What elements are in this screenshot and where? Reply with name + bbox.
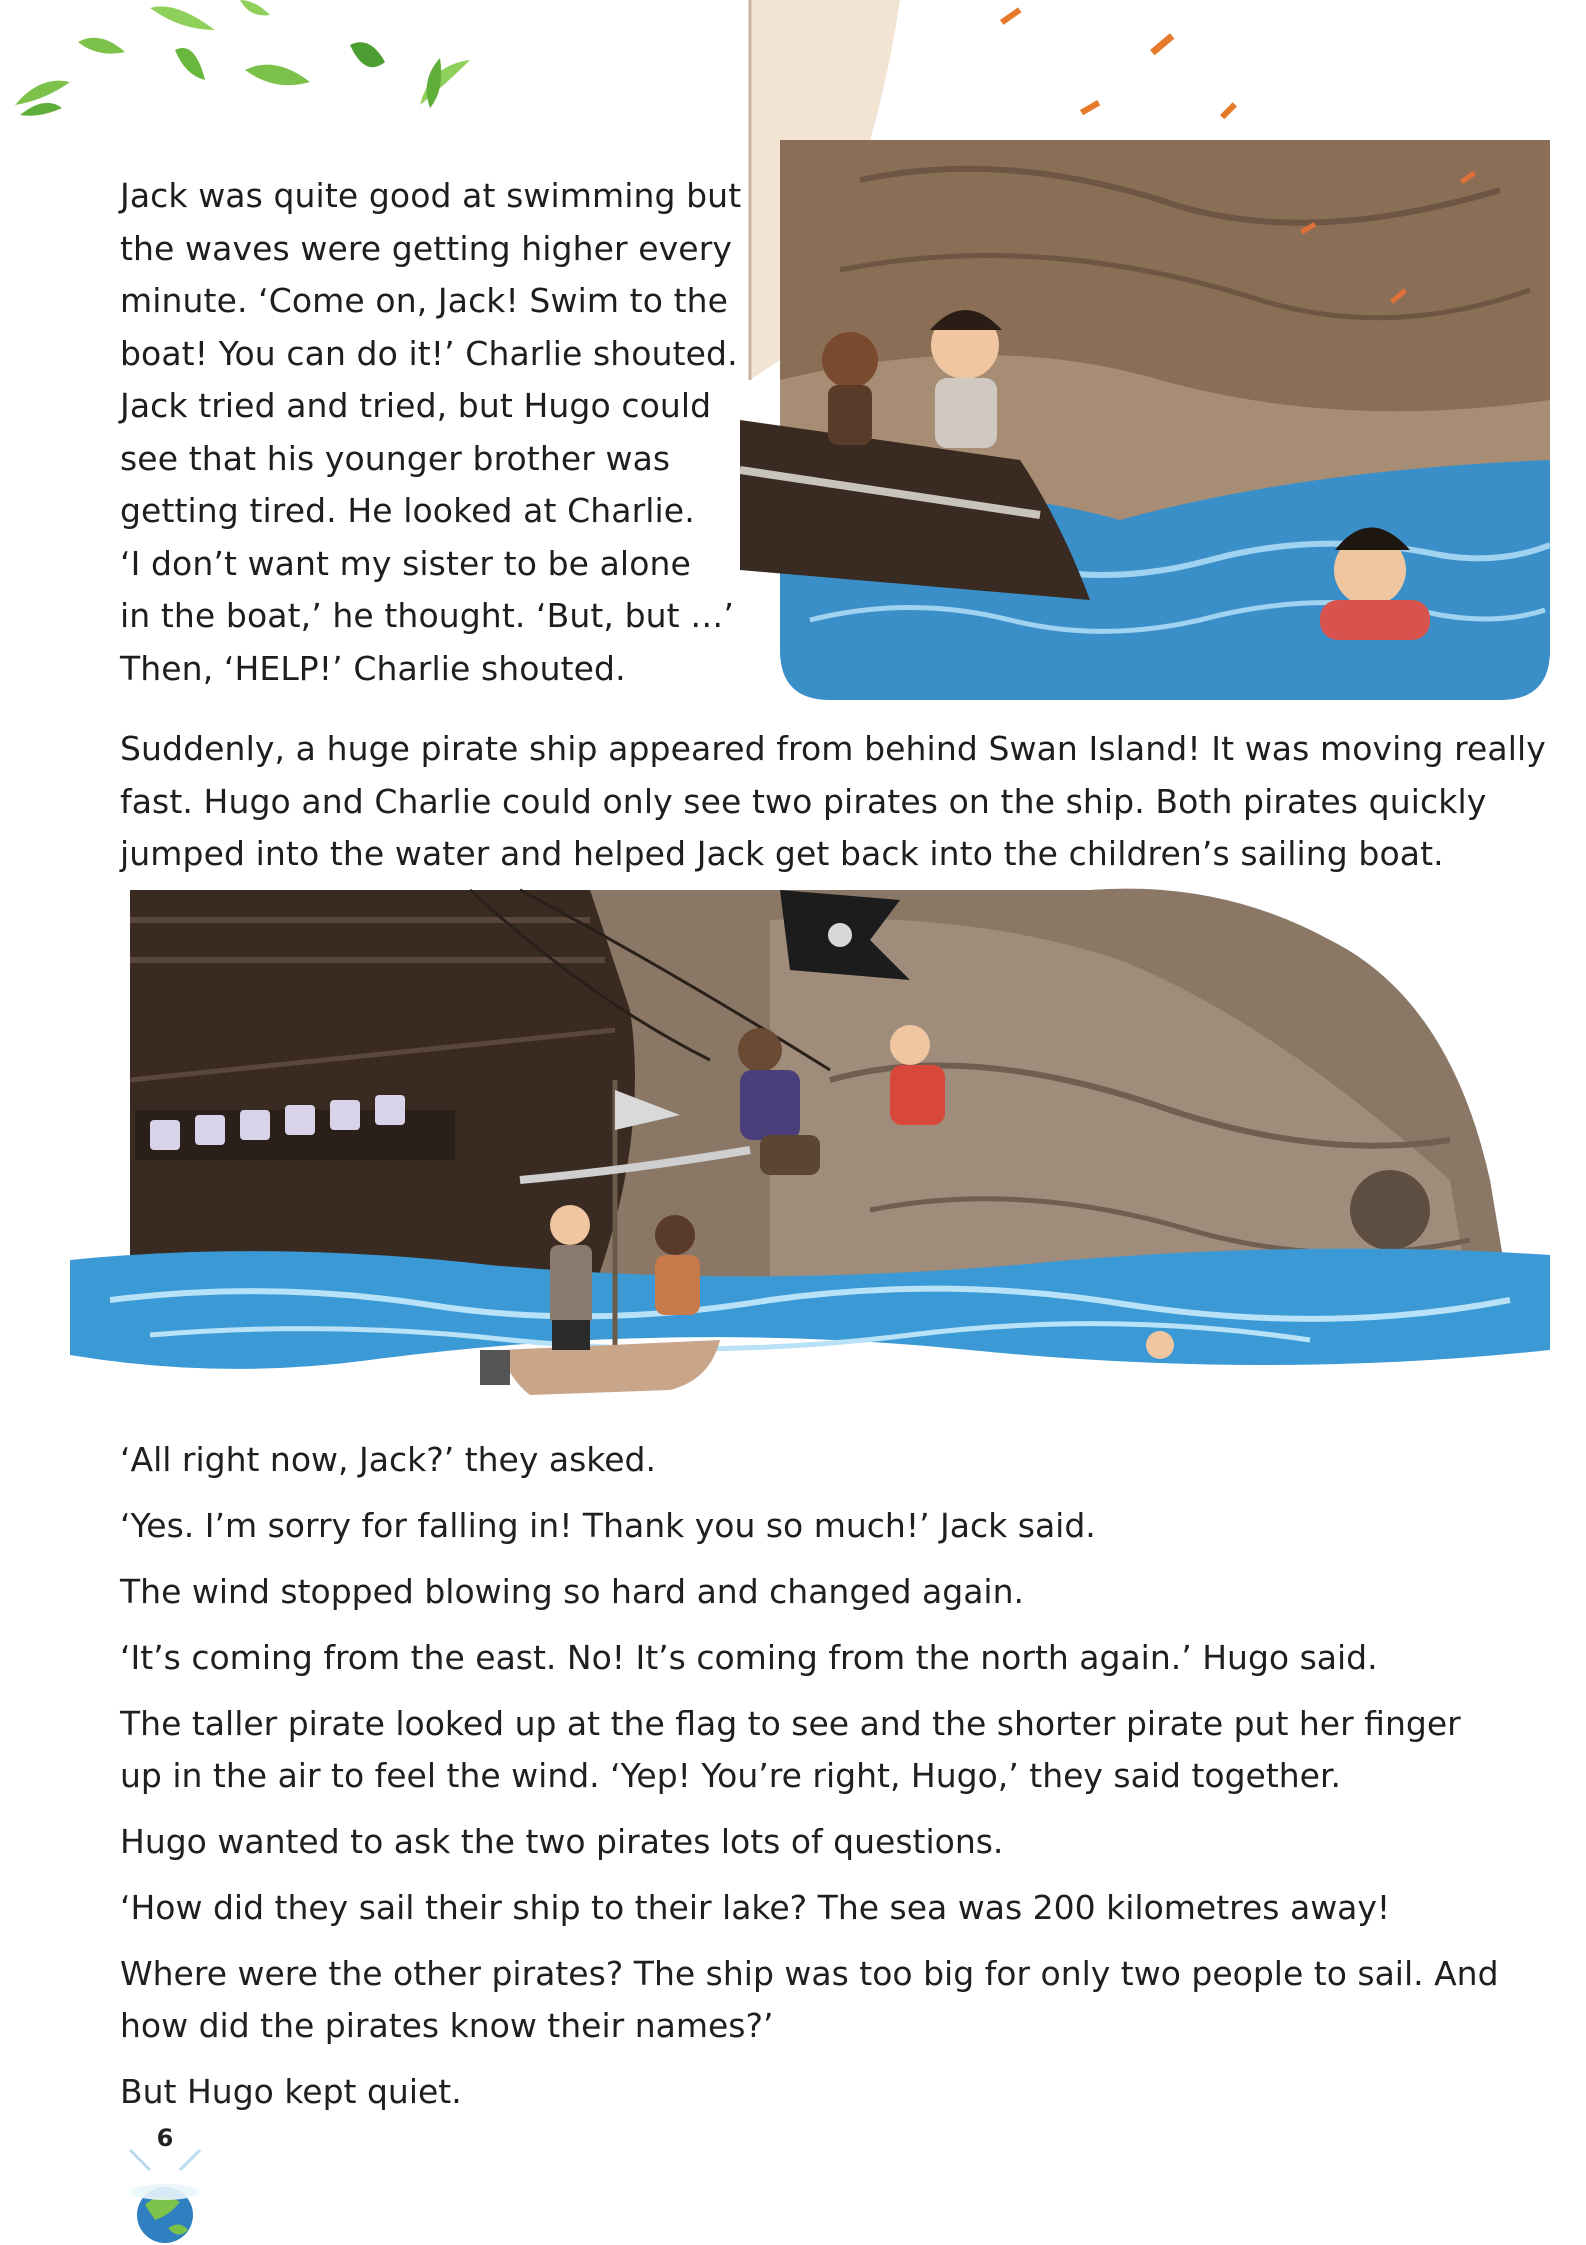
leaves-decoration xyxy=(0,0,500,130)
story-paragraph xyxy=(120,1632,1520,1684)
story-line: fast. Hugo and Charlie could only see two pirates on the ship. Both pirates quickly xyxy=(120,781,1487,821)
story-line: ‘It’s coming from the east. No! It’s coming from the north again.’ Hugo said. xyxy=(120,1638,1378,1677)
page-number: 6 xyxy=(156,2124,174,2152)
story-intro-text xyxy=(120,170,740,695)
story-line: up in the air to feel the wind. ‘Yep! You’re right, Hugo,’ they said together. xyxy=(120,1756,1342,1795)
story-paragraph xyxy=(120,1500,1520,1552)
story-line: minute. ‘Come on, Jack! Swim to the xyxy=(120,281,729,320)
story-line: getting tired. He looked at Charlie. xyxy=(120,491,695,530)
illustration-pirate-ship xyxy=(70,880,1550,1425)
story-line: The wind stopped blowing so hard and changed again. xyxy=(120,1572,1025,1611)
story-pirate-ship-text xyxy=(120,723,1546,881)
story-line: ‘I don’t want my sister to be alone xyxy=(120,543,691,583)
story-paragraph xyxy=(120,1816,1520,1868)
story-line: the waves were getting higher every xyxy=(120,228,732,268)
story-line: Then, ‘HELP!’ Charlie shouted. xyxy=(120,648,626,688)
story-line: The taller pirate looked up at the flag to see and the shorter pirate put her finger xyxy=(120,1704,1461,1743)
story-line: Hugo wanted to ask the two pirates lots of questions. xyxy=(120,1822,1004,1861)
story-line: ‘All right now, Jack?’ they asked. xyxy=(120,1440,656,1479)
illustration-rescue-boat xyxy=(740,0,1586,700)
story-line: ‘Yes. I’m sorry for falling in! Thank you so much!’ Jack said. xyxy=(120,1506,1096,1545)
story-line: in the boat,’ he thought. ‘But, but …’ xyxy=(120,596,734,635)
story-paragraph xyxy=(120,2066,1520,2118)
story-paragraph xyxy=(120,1566,1520,1618)
story-line: how did the pirates know their names?’ xyxy=(120,2006,774,2045)
story-line: Suddenly, a huge pirate ship appeared from behind Swan Island! It was moving really xyxy=(120,729,1546,768)
leaf-icon xyxy=(15,0,470,116)
globe-icon xyxy=(110,2120,220,2245)
story-dialogue-text xyxy=(120,1434,1520,2132)
story-line: boat! You can do it!’ Charlie shouted. xyxy=(120,333,738,373)
story-line: Jack was quite good at swimming but xyxy=(120,176,742,215)
story-line: Where were the other pirates? The ship was too big for only two people to sail. And xyxy=(120,1954,1499,1993)
story-line: ‘How did they sail their ship to their lake? The sea was 200 kilometres away! xyxy=(120,1888,1391,1927)
story-paragraph xyxy=(120,1698,1520,1802)
story-paragraph xyxy=(120,1434,1520,1486)
story-paragraph xyxy=(120,1882,1520,1934)
story-paragraph xyxy=(120,1948,1520,2052)
story-line: see that his younger brother was xyxy=(120,438,671,478)
story-line: Jack tried and tried, but Hugo could xyxy=(120,386,712,425)
story-line: jumped into the water and helped Jack get back into the children’s sailing boat. xyxy=(120,834,1444,873)
story-line: But Hugo kept quiet. xyxy=(120,2072,462,2111)
